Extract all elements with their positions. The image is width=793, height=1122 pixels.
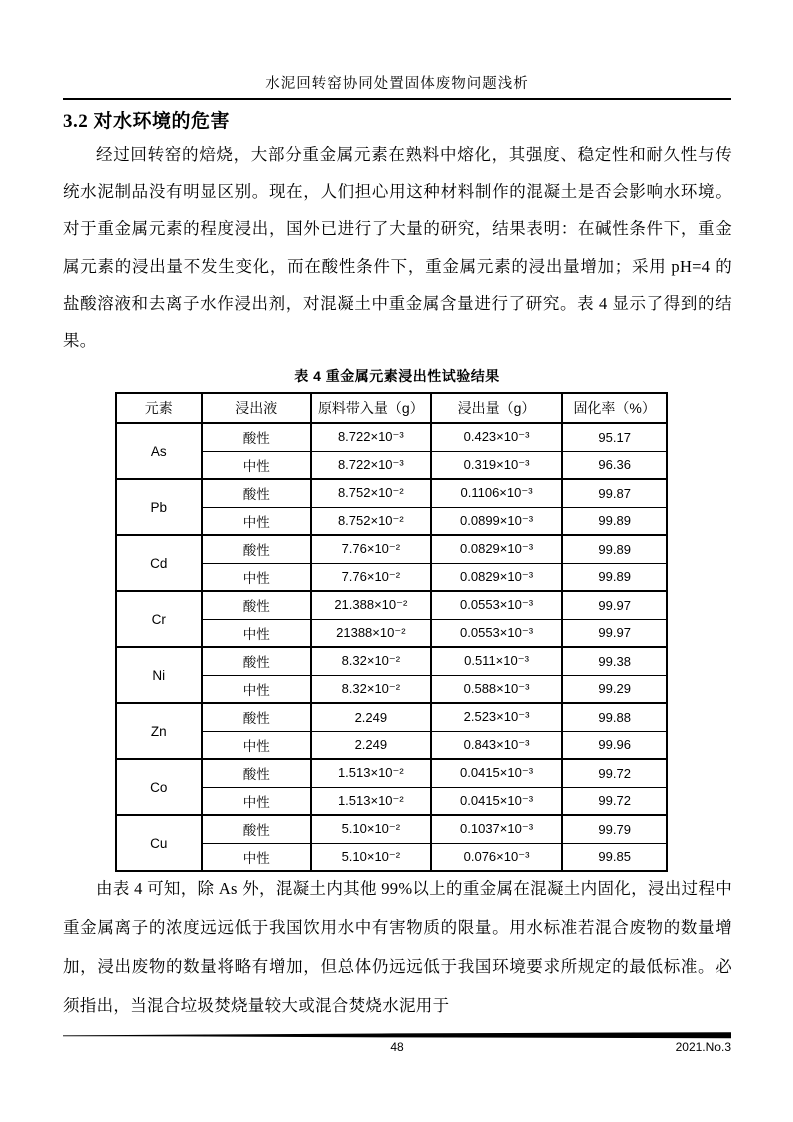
rate-cell: 99.29 [562, 675, 667, 703]
intake-cell: 2.249 [311, 731, 431, 759]
table-row [116, 591, 667, 619]
table-row [116, 423, 667, 451]
intake-cell: 2.249 [311, 703, 431, 731]
header-liquor: 浸出液 [202, 393, 311, 423]
table-row [116, 647, 667, 675]
intake-cell: 8.32×10⁻² [311, 647, 431, 675]
table-row [116, 479, 667, 507]
leach-cell: 0.0899×10⁻³ [431, 507, 563, 535]
intake-cell: 8.752×10⁻² [311, 479, 431, 507]
leach-cell: 0.1037×10⁻³ [431, 815, 563, 843]
rate-cell: 99.87 [562, 479, 667, 507]
page-footer [63, 1040, 731, 1060]
table-row [116, 535, 667, 563]
header-intake: 原料带入量（g） [311, 393, 431, 423]
rate-cell: 99.88 [562, 703, 667, 731]
liquor-cell: 中性 [202, 787, 311, 815]
element-cell: As [116, 423, 202, 479]
table-header-row [116, 393, 667, 423]
leach-cell: 0.0415×10⁻³ [431, 759, 563, 787]
rate-cell: 99.97 [562, 591, 667, 619]
intake-cell: 8.32×10⁻² [311, 675, 431, 703]
leach-cell: 0.0829×10⁻³ [431, 535, 563, 563]
header-rate: 固化率（%） [562, 393, 667, 423]
running-head: 水泥回转窑协同处置固体废物问题浅析 [63, 72, 731, 100]
element-cell: Zn [116, 703, 202, 759]
rate-cell: 99.89 [562, 535, 667, 563]
rate-cell: 99.72 [562, 787, 667, 815]
element-cell: Ni [116, 647, 202, 703]
rate-cell: 99.85 [562, 843, 667, 871]
section-heading: 3.2 对水环境的危害 [63, 111, 231, 132]
leach-cell: 0.511×10⁻³ [431, 647, 563, 675]
header-element: 元素 [116, 393, 202, 423]
intake-cell: 21.388×10⁻² [311, 591, 431, 619]
liquor-cell: 中性 [202, 843, 311, 871]
liquor-cell: 酸性 [202, 535, 311, 563]
liquor-cell: 中性 [202, 507, 311, 535]
rate-cell: 99.72 [562, 759, 667, 787]
liquor-cell: 酸性 [202, 759, 311, 787]
intake-cell: 8.722×10⁻³ [311, 423, 431, 451]
leach-cell: 0.0829×10⁻³ [431, 563, 563, 591]
rate-cell: 95.17 [562, 423, 667, 451]
header-leach: 浸出量（g） [431, 393, 563, 423]
paragraph-1: 经过回转窑的焙烧，大部分重金属元素在熟料中熔化，其强度、稳定性和耐久性与传统水泥制品没有明显区别。现在，人们担心用这种材料制作的混凝土是否会影响水环境。对于重金属元素的程度浸出，国外已进行了大量的研究，结果表明：在碱性条件下，重金属元素的浸出量不发生变化，而在酸性条件下，重金属元素的浸出量增加；采用 pH=4 的盐酸溶液和去离子水作浸出剂，对混凝土中重金属含量进行了研究。表 4 显示了得到的结果。 [63, 145, 732, 351]
liquor-cell: 酸性 [202, 815, 311, 843]
table-row [116, 759, 667, 787]
element-cell: Cd [116, 535, 202, 591]
leach-cell: 0.076×10⁻³ [431, 843, 563, 871]
liquor-cell: 酸性 [202, 479, 311, 507]
leach-cell: 0.423×10⁻³ [431, 423, 563, 451]
intake-cell: 5.10×10⁻² [311, 815, 431, 843]
intake-cell: 21388×10⁻² [311, 619, 431, 647]
liquor-cell: 中性 [202, 731, 311, 759]
liquor-cell: 酸性 [202, 647, 311, 675]
leach-cell: 0.1106×10⁻³ [431, 479, 563, 507]
rate-cell: 99.89 [562, 507, 667, 535]
rate-cell: 99.96 [562, 731, 667, 759]
leach-cell: 0.843×10⁻³ [431, 731, 563, 759]
liquor-cell: 中性 [202, 619, 311, 647]
table-caption: 表 4 重金属元素浸出性试验结果 [294, 368, 500, 384]
leach-cell: 0.0553×10⁻³ [431, 619, 563, 647]
intake-cell: 5.10×10⁻² [311, 843, 431, 871]
rate-cell: 96.36 [562, 451, 667, 479]
liquor-cell: 中性 [202, 451, 311, 479]
page-number: 48 [390, 1040, 404, 1054]
table-row [116, 815, 667, 843]
element-cell: Cu [116, 815, 202, 871]
element-cell: Co [116, 759, 202, 815]
liquor-cell: 酸性 [202, 591, 311, 619]
leach-cell: 0.0553×10⁻³ [431, 591, 563, 619]
liquor-cell: 酸性 [202, 703, 311, 731]
rate-cell: 99.89 [562, 563, 667, 591]
leach-cell: 0.319×10⁻³ [431, 451, 563, 479]
intake-cell: 7.76×10⁻² [311, 535, 431, 563]
paragraph-2: 由表 4 可知，除 As 外，混凝土内其他 99%以上的重金属在混凝土内固化，浸出过程中重金属离子的浓度远远低于我国饮用水中有害物质的限量。用水标准若混合废物的数量增加，浸出废物的数量将略有增加，但总体仍远远低于我国环境要求所规定的最低标准。必须指出，当混合垃圾焚烧量较大或混合焚烧水泥用于 [63, 879, 732, 1015]
leach-cell: 0.588×10⁻³ [431, 675, 563, 703]
intake-cell: 8.752×10⁻² [311, 507, 431, 535]
results-table [115, 392, 668, 872]
liquor-cell: 中性 [202, 675, 311, 703]
rate-cell: 99.79 [562, 815, 667, 843]
table-row [116, 703, 667, 731]
footer-rule [63, 1032, 731, 1039]
leach-cell: 0.0415×10⁻³ [431, 787, 563, 815]
intake-cell: 1.513×10⁻² [311, 759, 431, 787]
rate-cell: 99.38 [562, 647, 667, 675]
intake-cell: 1.513×10⁻² [311, 787, 431, 815]
intake-cell: 7.76×10⁻² [311, 563, 431, 591]
intake-cell: 8.722×10⁻³ [311, 451, 431, 479]
element-cell: Pb [116, 479, 202, 535]
element-cell: Cr [116, 591, 202, 647]
leach-cell: 2.523×10⁻³ [431, 703, 563, 731]
liquor-cell: 中性 [202, 563, 311, 591]
rate-cell: 99.97 [562, 619, 667, 647]
liquor-cell: 酸性 [202, 423, 311, 451]
issue-label: 2021.No.3 [675, 1040, 731, 1054]
